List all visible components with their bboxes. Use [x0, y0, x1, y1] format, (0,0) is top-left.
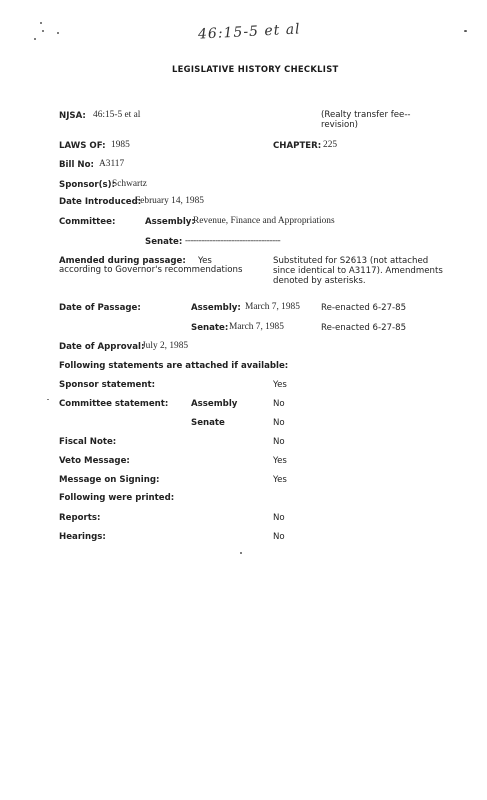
printed-heading: Following were printed: — [59, 493, 175, 503]
amended-sub: according to Governor's recommendations — [59, 265, 243, 275]
passage-assembly-value: March 7, 1985 — [245, 302, 300, 312]
passage-assembly-reenacted: Re-enacted 6-27-85 — [321, 303, 407, 313]
veto-message-label: Veto Message: — [59, 456, 130, 466]
committee-statement-assembly-value: No — [273, 399, 285, 409]
sponsor-statement-label: Sponsor statement: — [59, 380, 156, 390]
hearings-label: Hearings: — [59, 532, 106, 542]
passage-senate-label: Senate: — [191, 323, 229, 333]
message-on-signing-label: Message on Signing: — [59, 475, 160, 485]
bill-label: Bill No: — [59, 160, 94, 170]
committee-label: Committee: — [59, 217, 116, 227]
sponsor-statement-value: Yes — [273, 380, 287, 390]
njsa-value: 46:15-5 et al — [93, 110, 141, 120]
scan-speck — [240, 552, 242, 554]
statements-heading: Following statements are attached if available: — [59, 361, 289, 371]
committee-statement-assembly-label: Assembly — [191, 399, 238, 409]
handwritten-annotation: 46:15-5 et al — [197, 21, 301, 43]
amended-value: Yes — [198, 256, 212, 266]
scan-speck — [464, 30, 467, 32]
njsa-note: (Realty transfer fee-- revision) — [321, 110, 411, 130]
scan-speck — [57, 32, 59, 34]
passage-senate-value: March 7, 1985 — [229, 322, 284, 332]
reports-label: Reports: — [59, 513, 101, 523]
date-of-approval-label: Date of Approval: — [59, 342, 145, 352]
committee-statement-label: Committee statement: — [59, 399, 169, 409]
committee-statement-senate-value: No — [273, 418, 285, 428]
njsa-label: NJSA: — [59, 111, 86, 121]
fiscal-note-label: Fiscal Note: — [59, 437, 117, 447]
amended-label: Amended during passage: — [59, 256, 186, 266]
scan-speck — [42, 30, 44, 32]
committee-statement-senate-label: Senate — [191, 418, 225, 428]
scan-speck — [34, 38, 36, 40]
fiscal-note-value: No — [273, 437, 285, 447]
committee-assembly-label: Assembly: — [145, 217, 195, 227]
date-of-passage-label: Date of Passage: — [59, 303, 141, 313]
chapter-value: 225 — [323, 140, 338, 150]
scan-speck — [40, 22, 42, 24]
document-title: LEGISLATIVE HISTORY CHECKLIST — [172, 64, 339, 74]
passage-assembly-label: Assembly: — [191, 303, 241, 313]
date-introduced-value: February 14, 1985 — [135, 196, 204, 206]
amended-note: Substituted for S2613 (not attached since identical to A3117). Amendments denoted by asterisks. — [273, 256, 443, 286]
committee-assembly-value: Revenue, Finance and Appropriations — [193, 216, 335, 226]
sponsor-value: Schwartz — [112, 179, 147, 189]
reports-value: No — [273, 513, 285, 523]
message-on-signing-value: Yes — [273, 475, 287, 485]
passage-senate-reenacted: Re-enacted 6-27-85 — [321, 323, 407, 333]
committee-senate-value: ----------------------------------- — [185, 236, 281, 246]
hearings-value: No — [273, 532, 285, 542]
date-introduced-label: Date Introduced: — [59, 197, 142, 207]
scan-speck — [47, 399, 49, 400]
committee-senate-label: Senate: — [145, 237, 183, 247]
laws-label: LAWS OF: — [59, 141, 106, 151]
sponsor-label: Sponsor(s): — [59, 180, 116, 190]
date-of-approval-value: July 2, 1985 — [142, 341, 189, 351]
veto-message-value: Yes — [273, 456, 287, 466]
laws-value: 1985 — [111, 140, 130, 150]
chapter-label: CHAPTER: — [273, 141, 322, 151]
bill-value: A3117 — [99, 159, 125, 169]
